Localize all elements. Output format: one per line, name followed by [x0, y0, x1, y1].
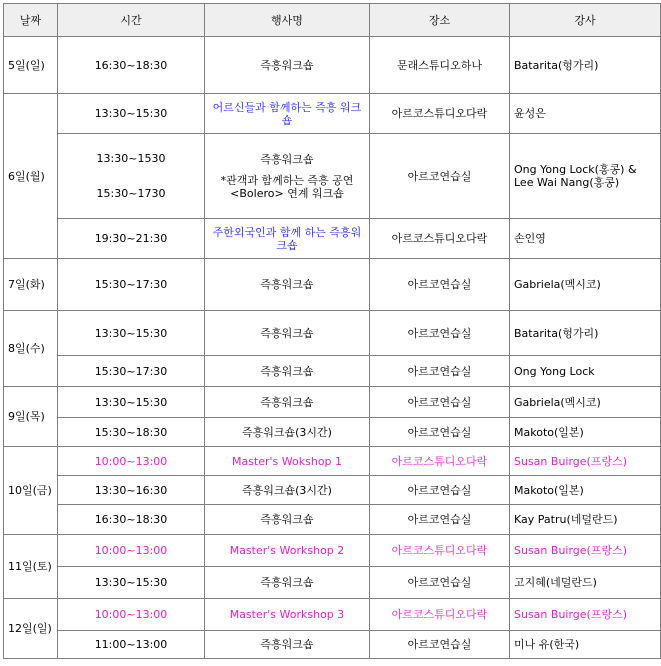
time-a: 13:30~1530	[96, 152, 166, 165]
lecturer-cell: Makoto(일본)	[510, 418, 661, 447]
event-cell: 즉흥워크숍	[205, 387, 370, 418]
header-event: 행사명	[205, 4, 370, 37]
place-cell: 아르코스튜디오다락	[370, 447, 510, 476]
table-row	[4, 219, 661, 259]
date-cell: 12일(일)	[4, 599, 58, 659]
place-cell: 아르코스튜디오다락	[370, 219, 510, 259]
date-cell: 11일(토)	[4, 535, 58, 599]
event-cell: 즉흥워크숍	[205, 631, 370, 659]
lecturer-cell: 윤성은	[510, 94, 661, 134]
date-cell: 10일(금)	[4, 447, 58, 535]
date-cell: 6일(월)	[4, 94, 58, 259]
header-date: 날짜	[4, 4, 58, 37]
event-b: *관객과 함께하는 즉흥 공연 <Bolero> 연계 워크숍	[220, 173, 354, 200]
date-cell: 7일(화)	[4, 259, 58, 311]
table-row	[4, 476, 661, 505]
time-cell: 16:30~18:30	[58, 505, 205, 535]
time-cell: 10:00~13:00	[58, 599, 205, 631]
time-cell: 19:30~21:30	[58, 219, 205, 259]
event-cell: 즉흥워크숍(3시간)	[205, 476, 370, 505]
time-cell: 13:30~15:30	[58, 387, 205, 418]
time-cell: 15:30~17:30	[58, 259, 205, 311]
table-row	[4, 94, 661, 134]
table-row	[4, 447, 661, 476]
table-row	[4, 505, 661, 535]
time-cell: 16:30~18:30	[58, 37, 205, 94]
event-cell: 즉흥워크숍	[205, 311, 370, 356]
lecturer-cell: Ong Yong Lock	[510, 356, 661, 387]
event-cell: 즉흥워크숍	[205, 259, 370, 311]
event-cell: Master's Workshop 3	[205, 599, 370, 631]
place-cell: 아르코연습실	[370, 259, 510, 311]
lecturer-cell: Gabriela(멕시코)	[510, 259, 661, 311]
place-cell: 아르코연습실	[370, 505, 510, 535]
time-cell	[58, 134, 205, 219]
time-cell: 13:30~15:30	[58, 311, 205, 356]
place-cell: 문래스튜디오하나	[370, 37, 510, 94]
table-row	[4, 631, 661, 659]
place-cell: 아르코연습실	[370, 134, 510, 219]
table-row	[4, 259, 661, 311]
event-cell: 즉흥워크숍	[205, 505, 370, 535]
table-row	[4, 535, 661, 567]
lecturer-cell: Kay Patru(네덜란드)	[510, 505, 661, 535]
lecturer-cell: 손인영	[510, 219, 661, 259]
place-cell: 아르코연습실	[370, 631, 510, 659]
table-row	[4, 418, 661, 447]
date-cell: 9일(목)	[4, 387, 58, 447]
event-cell: 즉흥워크숍(3시간)	[205, 418, 370, 447]
table-row	[4, 134, 661, 219]
place-cell: 아르코연습실	[370, 356, 510, 387]
place-cell: 아르코연습실	[370, 418, 510, 447]
table-row	[4, 356, 661, 387]
place-cell: 아르코스튜디오다락	[370, 535, 510, 567]
place-cell: 아르코연습실	[370, 476, 510, 505]
event-cell: 주한외국인과 함께 하는 즉흥워크숍	[205, 219, 370, 259]
time-cell: 15:30~18:30	[58, 418, 205, 447]
table-header-row	[4, 4, 661, 37]
place-cell: 아르코연습실	[370, 567, 510, 599]
lecturer-cell: 고지혜(네덜란드)	[510, 567, 661, 599]
place-cell: 아르코연습실	[370, 387, 510, 418]
lecturer-cell: Makoto(일본)	[510, 476, 661, 505]
place-cell: 아르코스튜디오다락	[370, 94, 510, 134]
lecturer-cell: Susan Buirge(프랑스)	[510, 599, 661, 631]
lecturer-a: Ong Yong Lock(홍콩) &	[514, 163, 637, 176]
table-row	[4, 387, 661, 418]
lecturer-cell: Batarita(헝가리)	[510, 311, 661, 356]
place-cell: 아르코연습실	[370, 311, 510, 356]
schedule-table	[3, 3, 661, 659]
lecturer-cell: Batarita(헝가리)	[510, 37, 661, 94]
event-cell: 즉흥워크숍	[205, 356, 370, 387]
time-cell: 13:30~15:30	[58, 94, 205, 134]
event-cell	[205, 134, 370, 219]
time-b: 15:30~1730	[96, 187, 166, 200]
event-cell: 어르신들과 함께하는 즉흥 워크숍	[205, 94, 370, 134]
table-row	[4, 599, 661, 631]
date-cell: 5일(일)	[4, 37, 58, 94]
time-cell: 11:00~13:00	[58, 631, 205, 659]
lecturer-cell: 미나 유(한국)	[510, 631, 661, 659]
lecturer-cell: Susan Buirge(프랑스)	[510, 535, 661, 567]
lecturer-cell: Susan Buirge(프랑스)	[510, 447, 661, 476]
event-cell: Master's Workshop 2	[205, 535, 370, 567]
table-row	[4, 567, 661, 599]
header-place: 장소	[370, 4, 510, 37]
lecturer-cell: Gabriela(멕시코)	[510, 387, 661, 418]
event-cell: 즉흥워크숍	[205, 37, 370, 94]
table-row	[4, 311, 661, 356]
place-cell: 아르코스튜디오다락	[370, 599, 510, 631]
time-cell: 10:00~13:00	[58, 447, 205, 476]
lecturer-cell	[510, 134, 661, 219]
event-cell: Master's Wokshop 1	[205, 447, 370, 476]
event-a: 즉흥워크숍	[260, 152, 314, 166]
time-cell: 13:30~15:30	[58, 567, 205, 599]
time-cell: 15:30~17:30	[58, 356, 205, 387]
time-cell: 10:00~13:00	[58, 535, 205, 567]
date-cell: 8일(수)	[4, 311, 58, 387]
time-cell: 13:30~16:30	[58, 476, 205, 505]
header-lecturer: 강사	[510, 4, 661, 37]
lecturer-b: Lee Wai Nang(홍콩)	[514, 176, 620, 189]
table-row	[4, 37, 661, 94]
header-time: 시간	[58, 4, 205, 37]
event-cell: 즉흥워크숍	[205, 567, 370, 599]
